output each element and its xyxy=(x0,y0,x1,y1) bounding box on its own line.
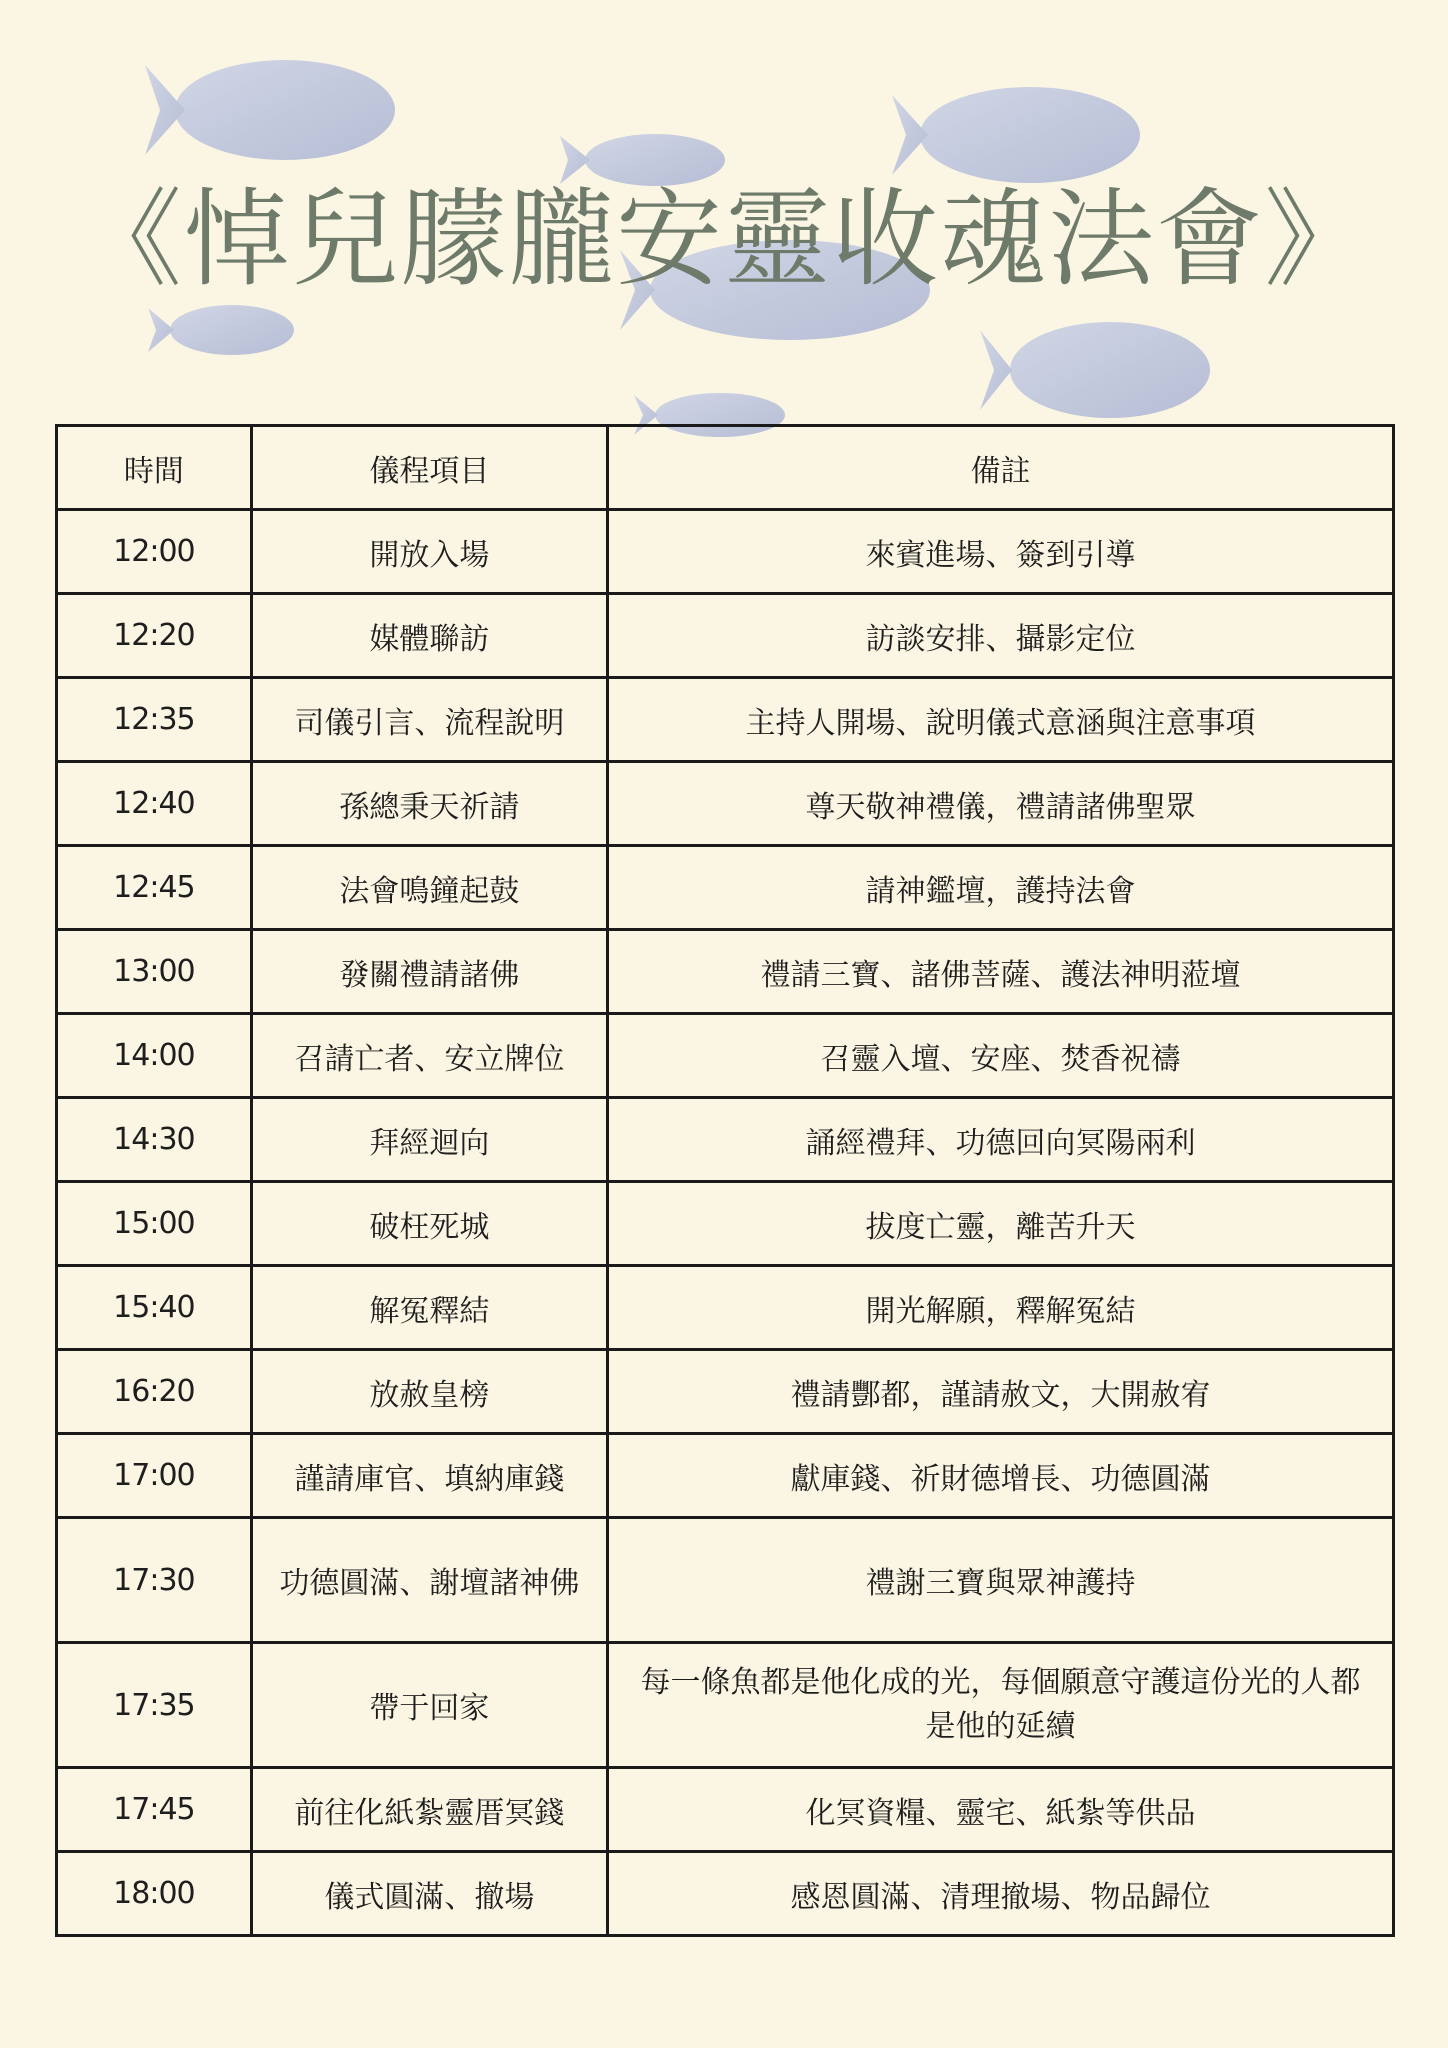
table-row xyxy=(57,1098,1394,1182)
fish-illustration xyxy=(148,305,294,355)
table-row xyxy=(57,1434,1394,1518)
item-cell: 前往化紙紮靈厝冥錢 xyxy=(251,1768,607,1852)
time-cell: 17:30 xyxy=(57,1518,252,1643)
item-cell: 法會鳴鐘起鼓 xyxy=(251,846,607,930)
item-cell: 召請亡者、安立牌位 xyxy=(251,1014,607,1098)
time-cell: 12:35 xyxy=(57,678,252,762)
time-cell: 12:20 xyxy=(57,594,252,678)
item-cell: 放赦皇榜 xyxy=(251,1350,607,1434)
item-cell: 帶于回家 xyxy=(251,1643,607,1768)
time-cell: 16:20 xyxy=(57,1350,252,1434)
fish-illustration xyxy=(980,322,1210,418)
time-cell: 13:00 xyxy=(57,930,252,1014)
note-cell: 誦經禮拜、功德回向冥陽兩利 xyxy=(608,1098,1394,1182)
page-title: 《悼兒朦朧安靈收魂法會》 xyxy=(76,178,1372,301)
table-row xyxy=(57,762,1394,846)
note-cell: 主持人開場、說明儀式意涵與注意事項 xyxy=(608,678,1394,762)
note-cell: 每一條魚都是他化成的光，每個願意守護這份光的人都是他的延續 xyxy=(608,1643,1394,1768)
table-row xyxy=(57,930,1394,1014)
item-cell: 拜經迴向 xyxy=(251,1098,607,1182)
note-cell: 禮請酆都，謹請赦文，大開赦宥 xyxy=(608,1350,1394,1434)
time-cell: 14:30 xyxy=(57,1098,252,1182)
time-cell: 12:40 xyxy=(57,762,252,846)
item-cell: 儀式圓滿、撤場 xyxy=(251,1852,607,1936)
note-cell: 禮請三寶、諸佛菩薩、護法神明蒞壇 xyxy=(608,930,1394,1014)
time-cell: 18:00 xyxy=(57,1852,252,1936)
item-cell: 媒體聯訪 xyxy=(251,594,607,678)
table-row xyxy=(57,1350,1394,1434)
item-cell: 謹請庫官、填納庫錢 xyxy=(251,1434,607,1518)
table-row xyxy=(57,1518,1394,1643)
note-cell: 請神鑑壇，護持法會 xyxy=(608,846,1394,930)
item-cell: 司儀引言、流程說明 xyxy=(251,678,607,762)
table-row xyxy=(57,1014,1394,1098)
time-cell: 17:45 xyxy=(57,1768,252,1852)
time-cell: 12:45 xyxy=(57,846,252,930)
item-cell: 發關禮請諸佛 xyxy=(251,930,607,1014)
time-cell: 15:40 xyxy=(57,1266,252,1350)
note-cell: 召靈入壇、安座、焚香祝禱 xyxy=(608,1014,1394,1098)
column-header-item: 儀程項目 xyxy=(251,426,607,510)
table-row xyxy=(57,678,1394,762)
time-cell: 17:00 xyxy=(57,1434,252,1518)
time-cell: 14:00 xyxy=(57,1014,252,1098)
column-header-time: 時間 xyxy=(57,426,252,510)
time-cell: 17:35 xyxy=(57,1643,252,1768)
fish-illustration xyxy=(145,60,395,160)
note-cell: 開光解願，釋解冤結 xyxy=(608,1266,1394,1350)
item-cell: 開放入場 xyxy=(251,510,607,594)
table-row xyxy=(57,1266,1394,1350)
table-row xyxy=(57,510,1394,594)
time-cell: 15:00 xyxy=(57,1182,252,1266)
table-header-row xyxy=(57,426,1394,510)
table-row xyxy=(57,594,1394,678)
note-cell: 拔度亡靈，離苦升天 xyxy=(608,1182,1394,1266)
note-cell: 訪談安排、攝影定位 xyxy=(608,594,1394,678)
schedule-table xyxy=(55,424,1395,1937)
item-cell: 解冤釋結 xyxy=(251,1266,607,1350)
item-cell: 孫總秉天祈請 xyxy=(251,762,607,846)
time-cell: 12:00 xyxy=(57,510,252,594)
table-row xyxy=(57,1768,1394,1852)
note-cell: 尊天敬神禮儀，禮請諸佛聖眾 xyxy=(608,762,1394,846)
note-cell: 感恩圓滿、清理撤場、物品歸位 xyxy=(608,1852,1394,1936)
note-cell: 獻庫錢、祈財德增長、功德圓滿 xyxy=(608,1434,1394,1518)
note-cell: 禮謝三寶與眾神護持 xyxy=(608,1518,1394,1643)
note-cell: 來賓進場、簽到引導 xyxy=(608,510,1394,594)
fish-illustration xyxy=(892,87,1140,183)
column-header-note: 備註 xyxy=(608,426,1394,510)
note-cell: 化冥資糧、靈宅、紙紮等供品 xyxy=(608,1768,1394,1852)
table-row xyxy=(57,1182,1394,1266)
table-row xyxy=(57,846,1394,930)
item-cell: 破枉死城 xyxy=(251,1182,607,1266)
table-row xyxy=(57,1643,1394,1768)
item-cell: 功德圓滿、謝壇諸神佛 xyxy=(251,1518,607,1643)
table-row xyxy=(57,1852,1394,1936)
